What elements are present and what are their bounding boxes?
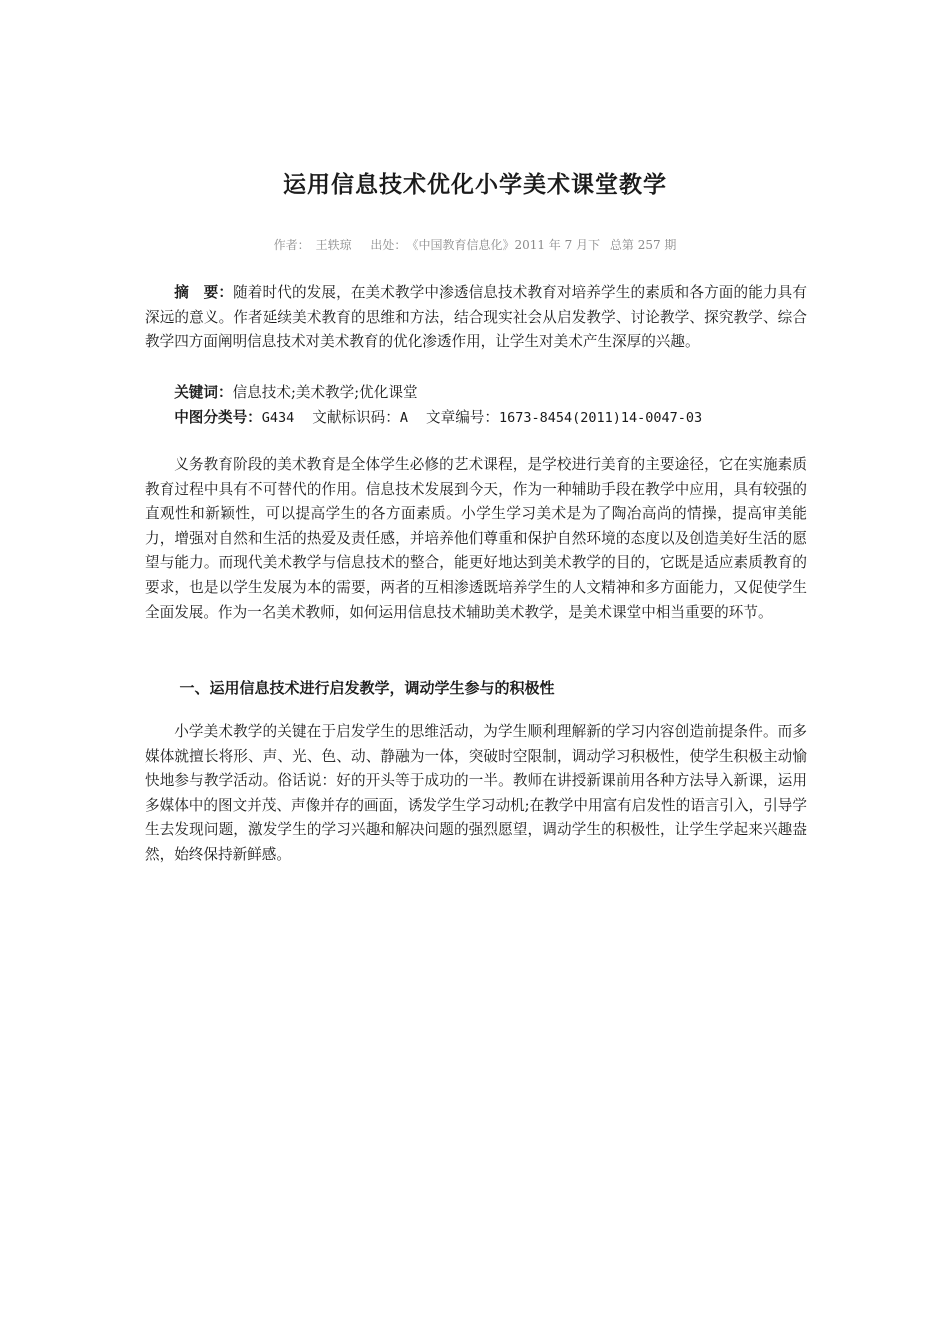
article-no: 1673-8454(2011)14-0047-03 [498,409,703,426]
section-heading-block [145,676,807,701]
classification-line [145,406,807,431]
article-title: 运用信息技术优化小学美术课堂教学 [283,172,667,198]
issue-number: 总第 257 期 [609,238,677,252]
section-1-heading: 一、运用信息技术进行启发教学，调动学生参与的积极性 [179,679,555,697]
clc-code: G434 [261,409,295,426]
abstract-label: 摘 要： [174,284,234,301]
keywords-line [145,381,807,406]
doc-code: A [399,409,408,426]
doc-code-label: 文献标识码： [312,408,400,426]
keywords-block [145,381,807,430]
article-meta [0,236,950,253]
source-label: 出处： [370,238,407,252]
abstract-text: 随着时代的发展，在美术教学中渗透信息技术教育对培养学生的素质和各方面的能力具有深远的意义。作者延续美术教育的思维和方法，结合现实社会从启发教学、讨论教学、探究教学、综合教学四方面阐明信息技术对美术教育的优化渗透作用，让学生对美术产生深厚的兴趣。 [145,284,807,351]
body-section-intro [145,453,807,625]
keywords-label: 关键词： [174,384,233,401]
abstract-paragraph [145,281,807,355]
body-paragraph-1: 义务教育阶段的美术教育是全体学生必修的艺术课程，是学校进行美育的主要途径，它在实施素质教育过程中具有不可替代的作用。信息技术发展到今天，作为一种辅助手段在教学中应用，具有较强的直观性和新颖性，可以提高学生的各方面素质。小学生学习美术是为了陶冶高尚的情操，提高审美能力，增强对自然和生活的热爱及责任感，并培养他们尊重和保护自然环境的态度以及创造美好生活的愿望与能力。而现代美术教学与信息技术的整合，能更好地达到美术教学的目的，它既是适应素质教育的要求，也是以学生发展为本的需要，两者的互相渗透既培养学生的人文精神和多方面能力，又促使学生全面发展。作为一名美术教师，如何运用信息技术辅助美术教学，是美术课堂中相当重要的环节。 [145,456,807,621]
article-no-label: 文章编号： [426,408,499,426]
body-section-1 [145,720,807,868]
clc-label: 中图分类号： [174,408,262,426]
author-name: 王轶琼 [315,238,352,252]
abstract-block [145,281,807,355]
body-paragraph-2: 小学美术教学的关键在于启发学生的思维活动，为学生顺利理解新的学习内容创造前提条件。而多媒体就擅长将形、声、光、色、动、静融为一体，突破时空限制，调动学习积极性，使学生积极主动愉快地参与教学活动。俗话说：好的开头等于成功的一半。教师在讲授新课前用各种方法导入新课，运用多媒体中的图文并茂、声像并存的画面，诱发学生学习动机;在教学中用富有启发性的语言引入，引导学生去发现问题，激发学生的学习兴趣和解决问题的强烈愿望，调动学生的积极性，让学生学起来兴趣盎然，始终保持新鲜感。 [145,723,807,863]
source-name: 《中国教育信息化》2011 年 7 月下 [412,238,601,252]
author-label: 作者： [273,238,310,252]
keywords-text: 信息技术;美术教学;优化课堂 [232,384,418,401]
